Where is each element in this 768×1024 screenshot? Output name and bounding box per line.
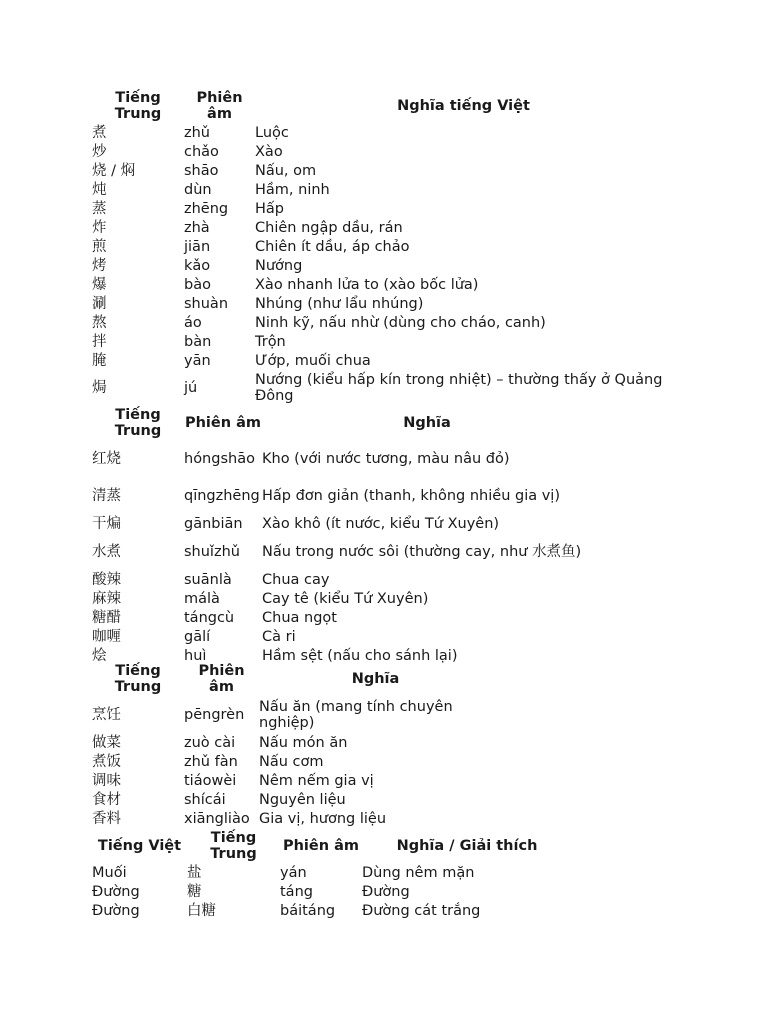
cell-chinese: 炸 [92,219,107,236]
cell-chinese: 白糖 [187,902,216,919]
cell-explanation: Đường cát trắng [362,902,481,919]
cell-chinese: 腌 [92,352,107,369]
table-row [92,514,592,533]
cell-meaning: Hấp đơn giản (thanh, không nhiều gia vị) [262,487,560,504]
col-header-chinese: Tiếng Trung [114,662,162,695]
cell-pinyin: kǎo [184,257,211,274]
table-row [92,882,572,901]
cell-pinyin: xiāngliào [184,810,250,827]
cell-meaning: Cà ri [262,628,296,645]
table-row [92,771,492,790]
cell-pinyin: gālí [184,628,211,645]
seasonings-table [92,828,572,920]
cell-chinese: 烤 [92,257,107,274]
cell-meaning: Trộn [255,333,286,350]
cell-chinese: 煮 [92,124,107,141]
table-row [92,589,592,608]
table-row [92,237,672,256]
cell-pinyin: bàn [184,333,212,350]
col-header-meaning: Nghĩa tiếng Việt [397,97,530,114]
col-header-pinyin: Phiên âm [282,837,360,854]
cell-chinese: 熬 [92,314,107,331]
cell-chinese: 拌 [92,333,107,350]
cell-meaning: Gia vị, hương liệu [259,810,387,827]
cell-meaning: Nhúng (như lẩu nhúng) [255,295,424,312]
cell-pinyin: shuǐzhǔ [184,543,240,560]
cell-meaning: Luộc [255,124,289,141]
table-row [92,313,672,332]
cell-chinese: 煮饭 [92,753,121,770]
cell-meaning: Xào nhanh lửa to (xào bốc lửa) [255,276,479,293]
table-row [92,332,672,351]
cell-pinyin: jú [184,379,198,396]
cell-chinese: 盐 [187,864,202,881]
cell-meaning: Ướp, muối chua [255,352,371,369]
table-row [92,863,572,882]
cell-chinese: 水煮 [92,543,121,560]
cell-meaning: Xào [255,143,283,160]
cell-chinese: 调味 [92,772,121,789]
cell-pinyin: hóngshāo [184,450,255,467]
col-header-chinese: Tiếng Trung [210,829,257,862]
cell-meaning: Nấu trong nước sôi (thường cay, như 水煮鱼) [262,543,582,560]
table-row [92,477,592,514]
table-row [92,608,592,627]
table-row [92,161,672,180]
cell-chinese: 干煸 [92,515,121,532]
cell-meaning: Nấu cơm [259,753,324,770]
cell-meaning: Chua cay [262,571,330,588]
cell-pinyin: táng [280,883,313,900]
cell-pinyin: shāo [184,162,219,179]
cell-chinese: 焗 [92,379,107,396]
cell-chinese: 咖喱 [92,628,121,645]
cell-meaning: Chiên ít dầu, áp chảo [255,238,410,255]
cell-pinyin: tángcù [184,609,235,626]
table-row [92,809,492,828]
cell-pinyin: huì [184,647,207,664]
col-header-explanation: Nghĩa / Giải thích [396,837,538,854]
col-header-chinese: Tiếng Trung [114,406,162,439]
cell-chinese: 酸辣 [92,571,121,588]
cell-pinyin: zhà [184,219,210,236]
cell-meaning: Xào khô (ít nước, kiểu Tứ Xuyên) [262,515,500,532]
cell-chinese: 烩 [92,647,107,664]
table-row [92,901,572,920]
col-header-chinese: Tiếng Trung [114,89,162,122]
table-row [92,733,492,752]
table-row [92,370,672,405]
cell-pinyin: chǎo [184,143,219,160]
cell-meaning: Hầm sệt (nấu cho sánh lại) [262,647,458,664]
cooking-methods-table [92,88,672,405]
table-row [92,696,492,733]
cell-meaning: Nướng (kiểu hấp kín trong nhiệt) – thường thấy ở Quảng Đông [255,371,663,404]
cell-meaning: Chiên ngập dầu, rán [255,219,403,236]
table-row [92,570,592,589]
cell-pinyin: gānbiān [184,515,243,532]
cell-chinese: 烹饪 [92,706,121,723]
col-header-pinyin: Phiên âm [196,89,243,122]
cell-chinese: 清蒸 [92,487,121,504]
table-row [92,123,672,142]
cell-chinese: 烧 / 焖 [92,162,136,179]
cell-meaning: Cay tê (kiểu Tứ Xuyên) [262,590,429,607]
table-row [92,142,672,161]
cell-meaning: Nguyên liệu [259,791,346,808]
cell-explanation: Đường [362,883,410,900]
cell-pinyin: yán [280,864,307,881]
table-row [92,351,672,370]
cell-explanation: Dùng nêm mặn [362,864,475,881]
cell-chinese: 煎 [92,238,107,255]
cell-pinyin: pēngrèn [184,706,245,723]
cell-meaning: Nướng [255,257,303,274]
cell-chinese: 炖 [92,181,107,198]
cell-pinyin: zhǔ fàn [184,753,238,770]
cell-pinyin: yān [184,352,211,369]
cell-vietnamese: Đường [92,902,140,919]
cell-vietnamese: Muối [92,864,127,881]
cell-chinese: 炒 [92,143,107,160]
col-header-pinyin: Phiên âm [198,662,245,695]
cell-chinese: 糖醋 [92,609,121,626]
col-header-pinyin: Phiên âm [184,414,262,431]
cell-pinyin: áo [184,314,202,331]
cell-pinyin: bào [184,276,211,293]
cell-meaning: Hấp [255,200,284,217]
cell-chinese: 蒸 [92,200,107,217]
cell-chinese: 涮 [92,295,107,312]
cell-pinyin: báitáng [280,902,336,919]
cell-pinyin: zhǔ [184,124,210,141]
col-header-meaning: Nghĩa [403,414,451,431]
col-header-vietnamese: Tiếng Việt [97,837,182,854]
table-row [92,218,672,237]
cell-pinyin: suānlà [184,571,232,588]
table-row [92,294,672,313]
cell-pinyin: shuàn [184,295,229,312]
table-header-row [92,88,672,123]
cell-pinyin: shícái [184,791,226,808]
cell-meaning: Nấu, om [255,162,317,179]
table-row [92,790,492,809]
cell-pinyin: málà [184,590,220,607]
cooking-styles-table [92,405,592,665]
cell-pinyin: tiáowèi [184,772,237,789]
table-row [92,752,492,771]
table-row [92,256,672,275]
cell-meaning: Chua ngọt [262,609,337,626]
cell-chinese: 麻辣 [92,590,121,607]
table-header-row [92,405,592,440]
cell-pinyin: qīngzhēng [184,487,260,504]
cell-meaning: Nấu ăn (mang tính chuyên nghiệp) [259,698,453,731]
cooking-terms-table [92,661,492,828]
cell-chinese: 糖 [187,883,202,900]
table-header-row [92,828,572,863]
table-row [92,627,592,646]
table-row [92,533,592,570]
cell-meaning: Kho (với nước tương, màu nâu đỏ) [262,450,510,467]
cell-meaning: Nấu món ăn [259,734,348,751]
cell-chinese: 爆 [92,276,107,293]
table-row [92,180,672,199]
table-row [92,199,672,218]
cell-pinyin: dùn [184,181,212,198]
cell-meaning: Nêm nếm gia vị [259,772,374,789]
cell-pinyin: zhēng [184,200,229,217]
table-row [92,440,592,477]
cell-vietnamese: Đường [92,883,140,900]
cell-pinyin: jiān [184,238,211,255]
cell-chinese: 做菜 [92,734,121,751]
cell-pinyin: zuò cài [184,734,236,751]
cell-chinese: 食材 [92,791,121,808]
table-row [92,275,672,294]
col-header-meaning: Nghĩa [351,670,400,687]
cell-meaning: Hầm, ninh [255,181,330,198]
cell-meaning: Ninh kỹ, nấu nhừ (dùng cho cháo, canh) [255,314,546,331]
table-header-row [92,661,492,696]
cell-chinese: 红烧 [92,450,121,467]
cell-chinese: 香料 [92,810,121,827]
